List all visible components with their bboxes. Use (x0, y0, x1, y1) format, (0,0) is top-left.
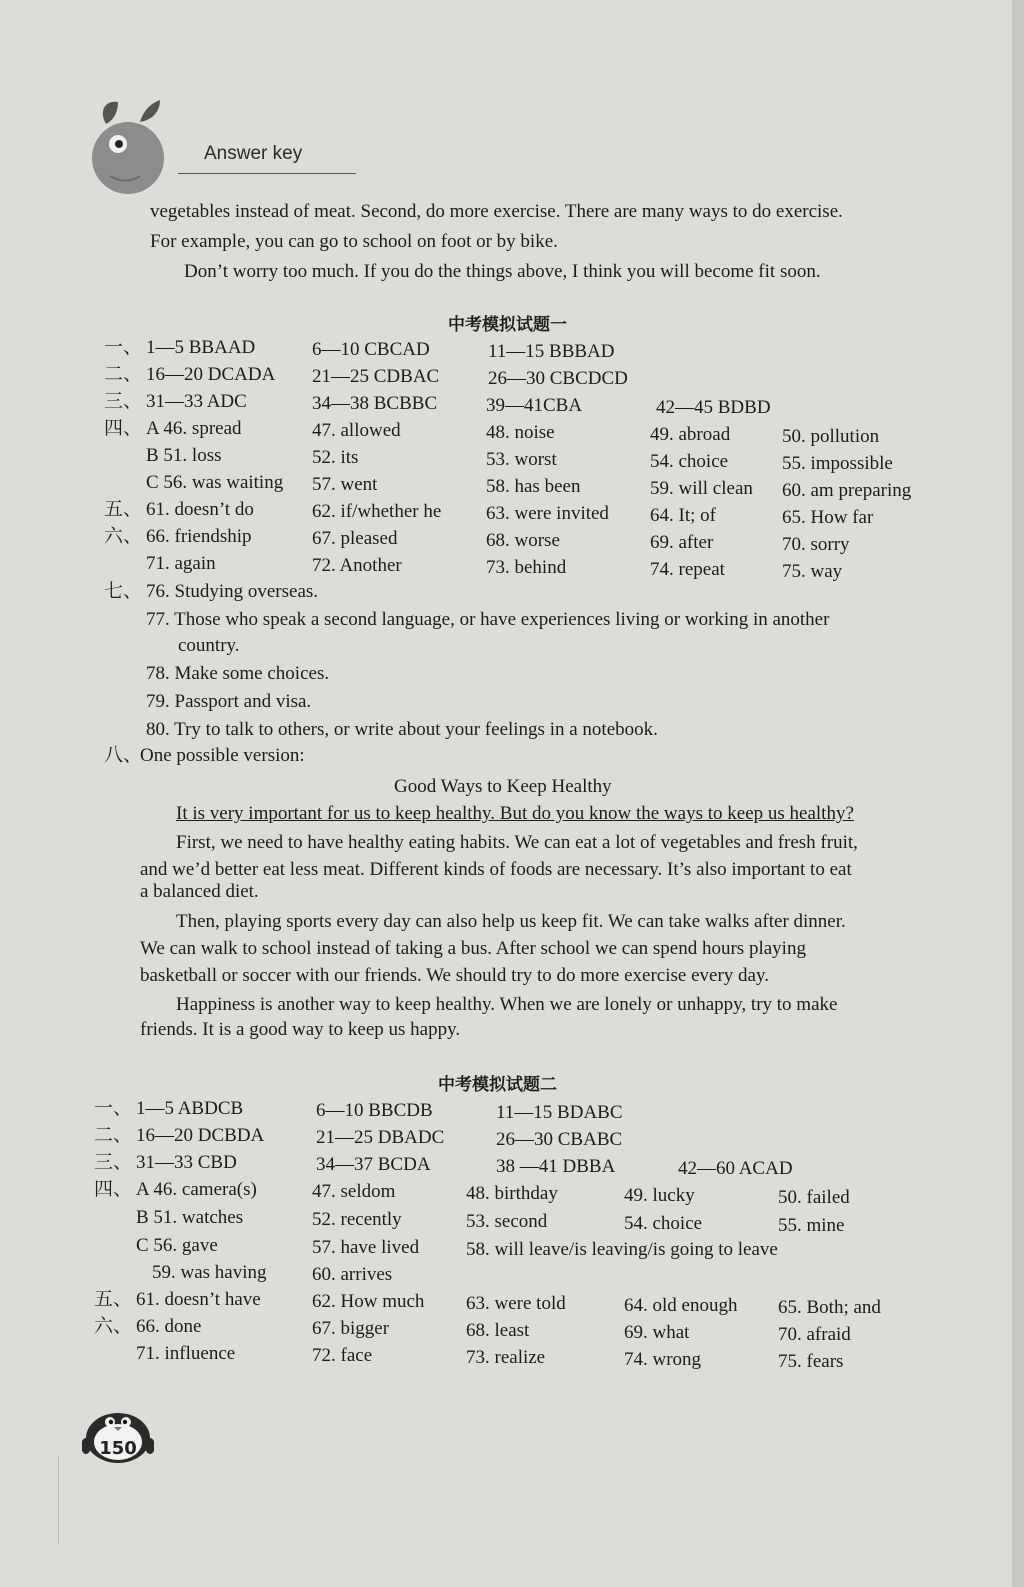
answer-cell: 1—5 ABDCB (136, 1098, 244, 1119)
answer-cell: 67. pleased (312, 528, 398, 549)
answer-cell: 71. influence (136, 1343, 236, 1364)
answer-cell: 65. How far (782, 507, 874, 528)
answer-cell: 70. sorry (782, 534, 850, 555)
answer-cell: 61. doesn’t have (136, 1289, 261, 1310)
answer-cell: 73. realize (466, 1347, 546, 1368)
answer-cell: 52. recently (312, 1209, 402, 1230)
section-label: 四、 (94, 1179, 133, 1200)
answer-cell: 42—45 BDBD (656, 397, 771, 418)
answer-cell: 60. am preparing (782, 480, 912, 501)
answer-cell: 75. way (782, 561, 843, 582)
answer-cell: 63. were invited (486, 503, 609, 524)
answer-cell: 34—38 BCBBC (312, 393, 438, 414)
section-label: 六、 (94, 1316, 133, 1337)
answer-cell: 73. behind (486, 557, 567, 578)
answer-cell: 26—30 CBABC (496, 1129, 623, 1150)
answer-cell: 53. worst (486, 449, 557, 470)
answer-line: country. (178, 635, 240, 656)
answer-cell: 50. pollution (782, 426, 880, 447)
test1-title: 中考模拟试题一 (448, 315, 567, 335)
essay-line: basketball or soccer with our friends. We should try to do more exercise every day. (140, 965, 769, 986)
answer-cell: 58. will leave/is leaving/is going to leave (466, 1239, 778, 1260)
answer-cell: 16—20 DCADA (146, 364, 276, 385)
answer-cell: 57. went (312, 474, 378, 495)
answer-cell: 72. face (312, 1345, 373, 1366)
answer-cell: A 46. camera(s) (136, 1179, 257, 1200)
answer-cell: 34—37 BCDA (316, 1154, 431, 1175)
answer-cell: 16—20 DCBDA (136, 1125, 265, 1146)
section-label: 二、 (94, 1125, 133, 1146)
answer-cell: 38 —41 DBBA (496, 1156, 616, 1177)
essay-line: and we’d better eat less meat. Different kinds of foods are necessary. It’s also important to eat (140, 859, 852, 880)
answer-cell: 39—41CBA (486, 395, 583, 416)
answer-cell: 6—10 CBCAD (312, 339, 430, 360)
answer-cell: C 56. gave (136, 1235, 218, 1256)
answer-cell: 66. done (136, 1316, 202, 1337)
answer-line: 79. Passport and visa. (146, 691, 312, 712)
answer-cell: 42—60 ACAD (678, 1158, 793, 1179)
answer-cell: 58. has been (486, 476, 581, 497)
essay-line: First, we need to have healthy eating habits. We can eat a lot of vegetables and fresh fruit, (176, 832, 858, 853)
answer-cell: 6—10 BBCDB (316, 1100, 433, 1121)
answer-cell: 48. noise (486, 422, 555, 443)
page-gutter (1012, 0, 1024, 1587)
answer-line: 77. Those who speak a second language, or have experiences living or working in another (146, 609, 830, 630)
answer-cell: 47. seldom (312, 1181, 396, 1202)
section-label: 一、 (104, 337, 143, 358)
answer-cell: 57. have lived (312, 1237, 420, 1258)
answer-cell: 64. old enough (624, 1295, 738, 1316)
answer-cell: 21—25 DBADC (316, 1127, 445, 1148)
answer-cell: 47. allowed (312, 420, 401, 441)
answer-cell: 62. How much (312, 1291, 425, 1312)
answer-cell: 74. wrong (624, 1349, 702, 1370)
answer-cell: 60. arrives (312, 1264, 393, 1285)
answer-cell: 70. afraid (778, 1324, 851, 1345)
section-label: 八、 (104, 745, 143, 766)
essay-line: Then, playing sports every day can also help us keep fit. We can take walks after dinner. (176, 911, 846, 932)
answer-cell: 26—30 CBCDCD (488, 368, 628, 389)
section-label: 五、 (104, 499, 143, 520)
answer-cell: 55. impossible (782, 453, 893, 474)
answer-cell: 64. It; of (650, 505, 716, 526)
section-label: 四、 (104, 418, 143, 439)
answer-cell: 69. what (624, 1322, 690, 1343)
answer-cell: 49. lucky (624, 1185, 695, 1206)
section-label: 五、 (94, 1289, 133, 1310)
essay-title: Good Ways to Keep Healthy (394, 776, 612, 797)
essay-line: a balanced diet. (140, 881, 259, 902)
answer-cell: 59. was having (152, 1262, 267, 1283)
intro-line: vegetables instead of meat. Second, do more exercise. There are many ways to do exercise. (150, 201, 843, 222)
answer-cell: 67. bigger (312, 1318, 390, 1339)
answer-cell: 66. friendship (146, 526, 252, 547)
essay-line: We can walk to school instead of taking a bus. After school we can spend hours playing (140, 938, 806, 959)
answer-cell: 11—15 BDABC (496, 1102, 623, 1123)
answer-cell: 49. abroad (650, 424, 731, 445)
answer-cell: 48. birthday (466, 1183, 558, 1204)
answer-cell: 21—25 CDBAC (312, 366, 440, 387)
answer-line: 78. Make some choices. (146, 663, 330, 684)
answer-cell: 31—33 CBD (136, 1152, 237, 1173)
essay-line: It is very important for us to keep healthy. But do you know the ways to keep us healthy? (176, 803, 854, 824)
answer-cell: 61. doesn’t do (146, 499, 254, 520)
section-label: 二、 (104, 364, 143, 385)
page-number: 150 (99, 1438, 137, 1459)
test2-title: 中考模拟试题二 (438, 1075, 557, 1095)
answer-cell: 54. choice (624, 1213, 703, 1234)
margin-line (58, 1455, 59, 1545)
answer-cell: 11—15 BBBAD (488, 341, 615, 362)
answer-cell: 72. Another (312, 555, 402, 576)
answer-cell: 59. will clean (650, 478, 753, 499)
section-label: 七、 (104, 581, 143, 602)
essay-line: Happiness is another way to keep healthy. When we are lonely or unhappy, try to make (176, 994, 838, 1015)
answer-cell: 55. mine (778, 1215, 845, 1236)
essay-line: friends. It is a good way to keep us happy. (140, 1019, 461, 1040)
answer-cell: 68. worse (486, 530, 560, 551)
essay-intro: One possible version: (140, 745, 305, 766)
answer-cell: 50. failed (778, 1187, 850, 1208)
answer-cell: A 46. spread (146, 418, 242, 439)
section-label: 三、 (104, 391, 143, 412)
section-label: 三、 (94, 1152, 133, 1173)
answer-cell: 71. again (146, 553, 216, 574)
fruit-logo-icon (88, 96, 178, 196)
answer-cell: 75. fears (778, 1351, 844, 1372)
answer-cell: 31—33 ADC (146, 391, 247, 412)
answer-cell: 68. least (466, 1320, 530, 1341)
answer-cell: 65. Both; and (778, 1297, 881, 1318)
answer-cell: B 51. watches (136, 1207, 244, 1228)
answer-line: 80. Try to talk to others, or write about your feelings in a notebook. (146, 719, 658, 740)
answer-cell: 52. its (312, 447, 359, 468)
header-rule (178, 173, 356, 174)
answer-cell: 54. choice (650, 451, 729, 472)
answer-cell: B 51. loss (146, 445, 222, 466)
answer-cell: 69. after (650, 532, 714, 553)
intro-line: Don’t worry too much. If you do the things above, I think you will become fit soon. (184, 261, 821, 282)
answer-cell: 62. if/whether he (312, 501, 442, 522)
answer-cell: 1—5 BBAAD (146, 337, 256, 358)
section-label: 六、 (104, 526, 143, 547)
answer-cell: 74. repeat (650, 559, 725, 580)
intro-line: For example, you can go to school on foot or by bike. (150, 231, 558, 252)
header-title: Answer key (204, 143, 303, 164)
answer-cell: 63. were told (466, 1293, 566, 1314)
answer-line: 76. Studying overseas. (146, 581, 319, 602)
section-label: 一、 (94, 1098, 133, 1119)
answer-cell: 53. second (466, 1211, 548, 1232)
answer-cell: C 56. was waiting (146, 472, 284, 493)
